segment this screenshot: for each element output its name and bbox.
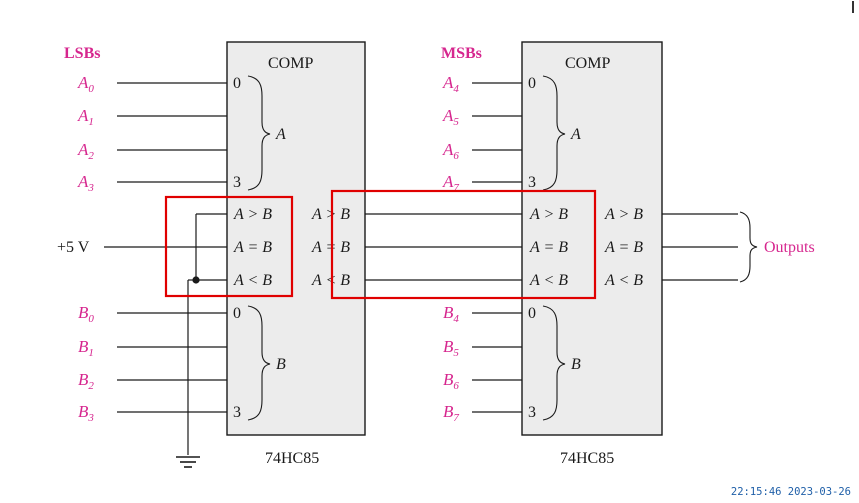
chip-lsb-cascade-out-eq: A = B <box>312 239 351 256</box>
lsb-a-inputs <box>77 73 227 194</box>
input-label-a1: $A_1$ <box>78 106 94 128</box>
supply-voltage-label: +5 V <box>57 239 90 256</box>
ground-icon <box>176 457 200 467</box>
chip-lsb-pin-b3: 3 <box>233 404 241 421</box>
chip-msb-cascade-out-gt: A > B <box>605 206 644 223</box>
chip-lsb-pin-a3: 3 <box>233 174 241 191</box>
chip-lsb-part-number: 74HC85 <box>265 450 320 467</box>
input-label-b1: $B_1$ <box>78 337 94 359</box>
input-label-b5: $B_5$ <box>443 337 459 359</box>
chip-msb-cascade-in-gt: A > B <box>530 206 569 223</box>
chip-lsb-cascade-out-lt: A < B <box>312 272 351 289</box>
chip-lsb-title: COMP <box>268 55 314 72</box>
chip-msb-pin-a4: 0 <box>528 75 536 92</box>
input-label-a5: $A_5$ <box>443 106 459 128</box>
text-cursor <box>852 1 854 13</box>
input-label-a4: $A_4$ <box>443 73 459 95</box>
chip-msb-cascade-out-eq: A = B <box>605 239 644 256</box>
chip-lsb-cascade-out-gt: A > B <box>312 206 351 223</box>
lsbs-heading: LSBs <box>64 45 101 62</box>
msbs-heading: MSBs <box>441 45 482 62</box>
chip-msb-cascade-out-lt: A < B <box>605 272 644 289</box>
input-label-b2: $B_2$ <box>78 370 94 392</box>
input-label-b6: $B_6$ <box>443 370 459 392</box>
input-label-b4: $B_4$ <box>443 303 459 325</box>
chip-msb-pin-b4: 0 <box>528 305 536 322</box>
chip-lsb-pin-a0: 0 <box>233 75 241 92</box>
chip-lsb-cascade-in-gt: A > B <box>234 206 273 223</box>
chip-msb-cascade-in-eq: A = B <box>530 239 569 256</box>
chip-msb-a-group-label: A <box>571 126 581 143</box>
timestamp: 22:15:46 2023-03-26 <box>730 486 851 498</box>
input-label-a6: $A_6$ <box>443 140 459 162</box>
input-label-b0: $B_0$ <box>78 303 94 325</box>
lsb-b-inputs <box>78 303 227 424</box>
chip-msb-pin-b7: 3 <box>528 404 536 421</box>
outputs-label: Outputs <box>764 239 815 256</box>
chip-lsb-cascade-in-lt: A < B <box>234 272 273 289</box>
input-label-a7: $A_7$ <box>443 172 459 194</box>
input-label-b7: $B_7$ <box>443 402 459 424</box>
chip-msb-title: COMP <box>565 55 611 72</box>
input-label-a0: $A_0$ <box>78 73 94 95</box>
chip-msb-b-group-label: B <box>571 356 581 373</box>
msb-b-inputs <box>443 303 522 424</box>
chip-msb-part-number: 74HC85 <box>560 450 615 467</box>
chip-lsb-cascade-in-eq: A = B <box>234 239 273 256</box>
input-label-a3: $A_3$ <box>78 172 94 194</box>
chip-msb-pin-a7: 3 <box>528 174 536 191</box>
chip-lsb-b-group-label: B <box>276 356 286 373</box>
input-label-b3: $B_3$ <box>78 402 94 424</box>
chip-msb-cascade-in-lt: A < B <box>530 272 569 289</box>
chip-lsb-pin-b0: 0 <box>233 305 241 322</box>
input-label-a2: $A_2$ <box>78 140 94 162</box>
msb-a-inputs <box>442 73 522 194</box>
chip-lsb-a-group-label: A <box>276 126 286 143</box>
outputs-brace <box>740 212 757 282</box>
